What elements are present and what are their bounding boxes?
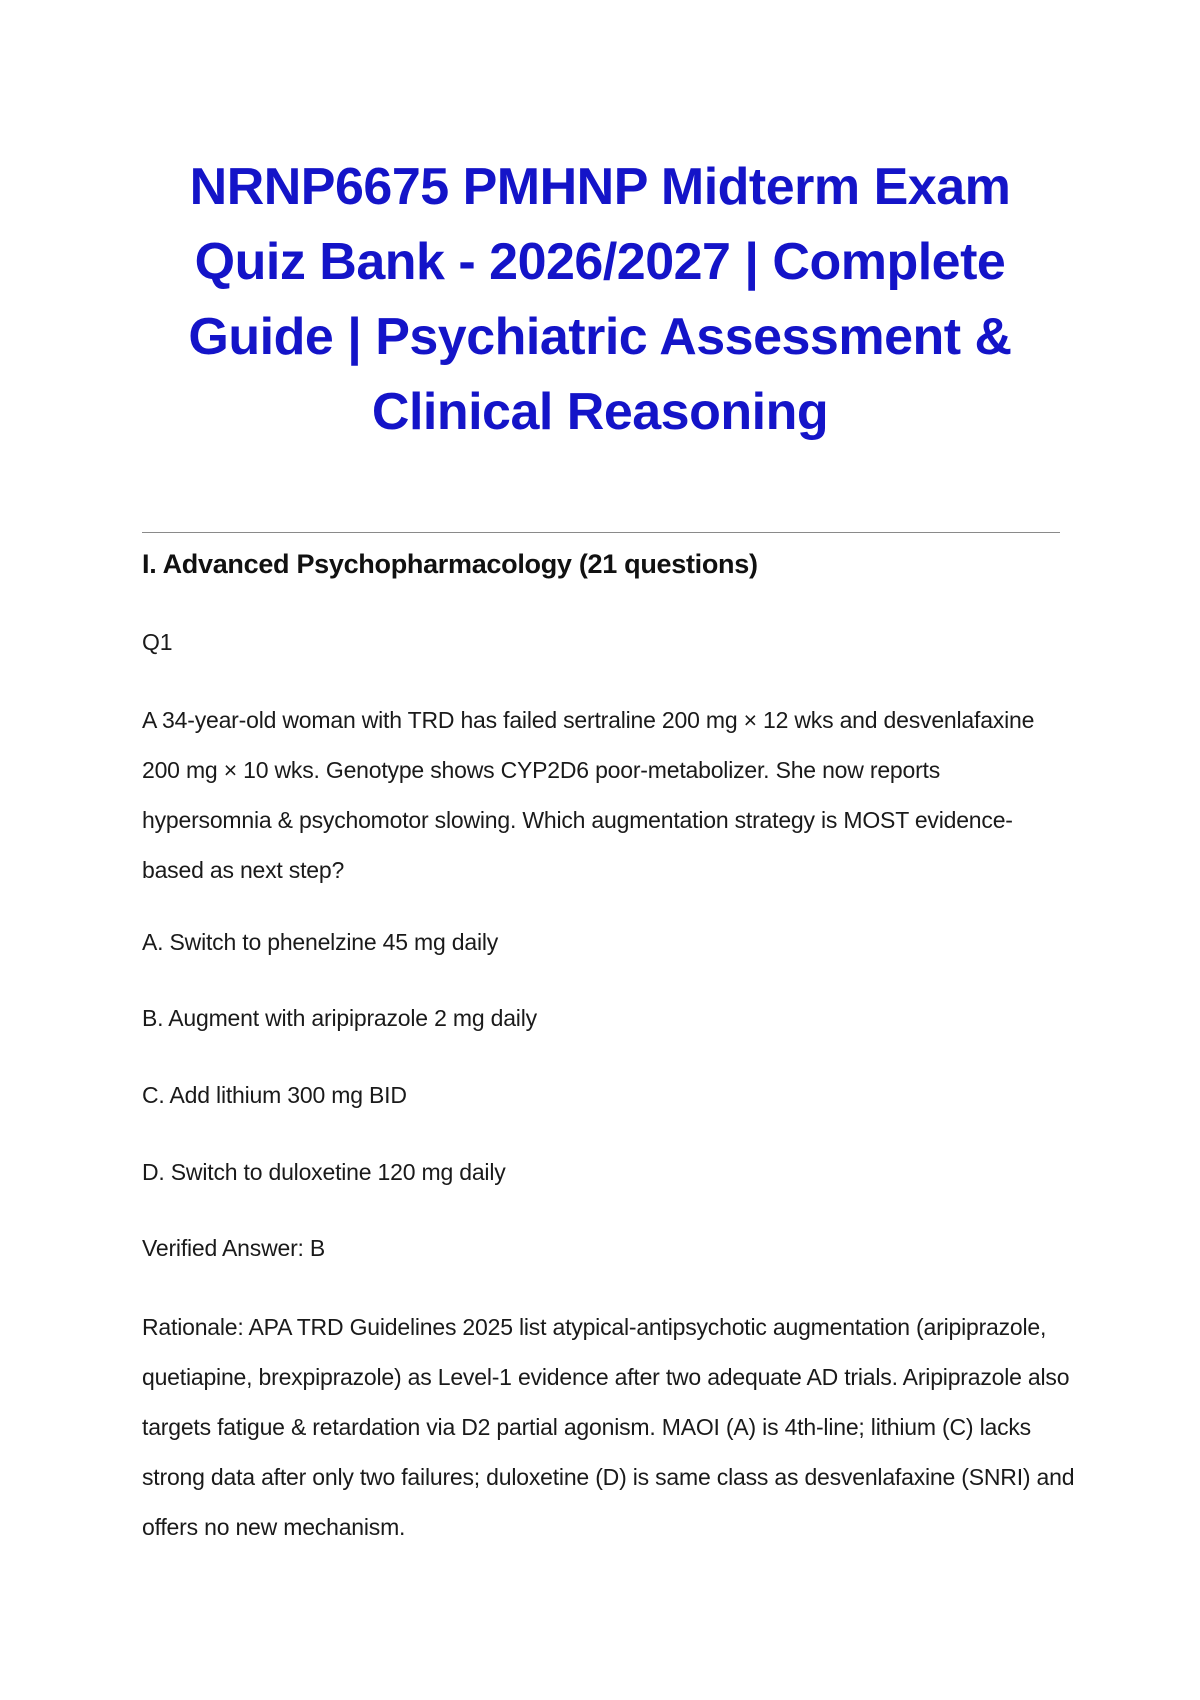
answer-option-d: D. Switch to duloxetine 120 mg daily <box>142 1159 506 1185</box>
section-divider <box>142 532 1060 533</box>
rationale-text: Rationale: APA TRD Guidelines 2025 list atypical-antipsychotic augmentation (aripiprazole, quetiapine, brexpiprazole) as Level-1 evidence after two adequate AD trials. Aripiprazole also targets fatigue & retardation via D2 partial agonism. MAOI (A) is 4th-line; lithium (C) lacks strong data after only two failures; duloxetine (D) is same class as desvenlafaxine (SNRI) and offers no new mechanism. <box>142 1314 1075 1540</box>
question-number: Q1 <box>142 629 173 655</box>
answer-option-c: C. Add lithium 300 mg BID <box>142 1082 407 1108</box>
answer-option-a: A. Switch to phenelzine 45 mg daily <box>142 929 499 955</box>
document-title: NRNP6675 PMHNP Midterm Exam Quiz Bank - 2026/2027 | Complete Guide | Psychiatric Assessment & Clinical Reasoning <box>188 158 1012 441</box>
answer-option-b: B. Augment with aripiprazole 2 mg daily <box>142 1005 537 1031</box>
verified-answer: Verified Answer: B <box>142 1235 326 1261</box>
question-stem: A 34-year-old woman with TRD has failed sertraline 200 mg × 12 wks and desvenlafaxine 200 mg × 10 wks. Genotype shows CYP2D6 poor-metabolizer. She now reports hypersomnia & psychomotor slowing. Which augmentation strategy is MOST evidence-based as next step? <box>142 707 1035 883</box>
section-heading: I. Advanced Psychopharmacology (21 questions) <box>142 549 758 579</box>
